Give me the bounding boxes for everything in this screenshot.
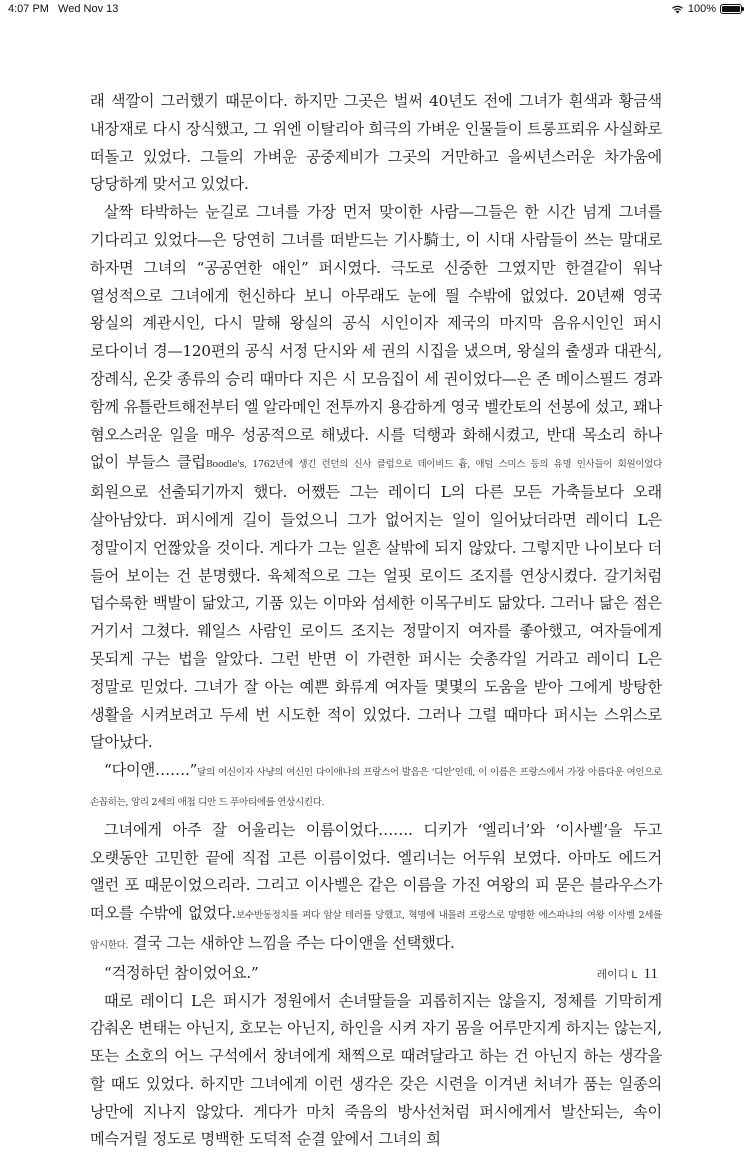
page-number: 11	[644, 966, 658, 983]
paragraph-text-continued: 결국 그는 새하얀 느낌을 주는 다이앤을 선택했다.	[128, 934, 454, 952]
page-footer	[596, 966, 658, 983]
status-bar	[0, 0, 750, 22]
paragraph-3	[90, 757, 662, 817]
status-left	[8, 3, 124, 15]
battery-fill	[722, 6, 740, 12]
paragraph-2	[90, 199, 662, 757]
paragraph-text: 래 색깔이 그러했기 때문이다. 하지만 그곳은 벌써 40년도 전에 그녀가 흰색과 황금색 내장재로 다시 장식했고, 그 위엔 이탈리아 희극의 가벼운 인물들이 트롱프뢰유 사실화로 떠돌고 있었다. 그들의 가벼운 공중제비가 그곳의 거만하고 을씨년스러운 차가움에 당당하게 맞서고 있었다.	[90, 92, 662, 193]
translator-note: Boodle's, 1762년에 생긴 런던의 신사 클럽으로 데이비드 흄, 애덤 스미스 등의 유명 인사들이 회원이었다	[206, 459, 662, 470]
paragraph-text: “다이앤…….”	[104, 761, 197, 779]
paragraph-text: 때로 레이디 L은 퍼시가 정원에서 손녀딸들을 괴롭히지는 않을지, 정체를 기막히게 감춰온 변태는 아닌지, 호모는 아닌지, 하인을 시켜 자기 몸을 어루만지게 하지는 않는지, 또는 소호의 어느 구석에서 창녀에게 채찍으로 때려달라고 하는 건 아닌지 하는 생각을 할 때도 있었다. 하지만 그녀에게 이런 생각은 갖은 시련을 이겨낸 처녀가 품는 일종의 낭만에 지나지 않았다. 게다가 마치 죽음의 방사선처럼 퍼시에게서 발산되는, 속이 메슥거릴 정도로 명백한 도덕적 순결 앞에서 그녀의 희	[90, 992, 662, 1149]
paragraph-1	[90, 88, 662, 199]
paragraph-4	[90, 817, 662, 960]
status-date: Wed Nov 13	[58, 3, 118, 15]
paragraph-6	[90, 988, 662, 1154]
book-page[interactable]	[90, 88, 662, 1154]
battery-percent: 100%	[688, 3, 716, 15]
battery-icon	[720, 4, 742, 14]
paragraph-text: “걱정하던 참이었어요.”	[104, 964, 259, 982]
paragraph-text: 살짝 타박하는 눈길로 그녀를 가장 먼저 맞이한 사람—그들은 한 시간 넘게 그녀를 기다리고 있었다—은 당연히 그녀를 떠받드는 기사騎士, 이 시대 사람들이 쓰는 말대로 하자면 그녀의 “공공연한 애인” 퍼시였다. 극도로 신중한 그였지만 한결같이 워낙 열성적으로 그녀에게 헌신하다 보니 아무래도 눈에 띌 수밖에 없었다. 20년째 영국 왕실의 계관시인, 다시 말해 왕실의 공식 시인이자 제국의 마지막 음유시인인 퍼시 로다이너 경—120편의 공식 서정 단시와 세 권의 시집을 냈으며, 왕실의 출생과 대관식, 장례식, 온갖 종류의 승리 때마다 지은 시 모음집이 세 권이었다—은 존 메이스필드 경과 함께 유틀란트해전부터 엘 알라메인 전투까지 용감하게 영국 벨칸토의 선봉에 섰고, 꽤나 혐오스러운 일을 매우 성공적으로 해냈다. 시를 덕행과 화해시켰고, 반대 목소리 하나 없이 부들스 클럽	[90, 203, 662, 471]
paragraph-text: 그녀에게 아주 잘 어울리는 이름이었다……. 디키가 ‘엘리너’와 ‘이사벨’을 두고 오랫동안 고민한 끝에 직접 고른 이름이었다. 엘리너는 어두워 보였다. 아마도 에드거 앨런 포 때문이었으리라. 그리고 이사벨은 같은 이름을 가진 여왕의 피 묻은 블라우스가 떠오를 수밖에 없었다.	[90, 821, 662, 922]
paragraph-5	[90, 960, 662, 988]
paragraph-text-continued: 회원으로 선출되기까지 했다. 어쨌든 그는 레이디 L의 다른 모든 가축들보다 오래 살아남았다. 퍼시에게 길이 들었으니 그가 없어지는 일이 일어났더라면 레이디 L은 정말이지 언짢았을 것이다. 게다가 그는 일흔 살밖에 되지 않았다. 그렇지만 나이보다 더 들어 보이는 건 분명했다. 육체적으로 그는 얼핏 로이드 조지를 연상시켰다. 갈기처럼 덥수룩한 백발이 닮았고, 기품 있는 이마와 섬세한 이목구비도 닮았다. 그러나 닮은 점은 거기서 그쳤다. 웨일스 사람인 로이드 조지는 정말이지 여자를 좋아했고, 여자들에게 못되게 구는 법을 알았다. 그런 반면 이 가련한 퍼시는 숫총각일 거라고 레이디 L은 정말로 믿었다. 그녀가 잘 아는 예쁜 화류계 여자들 몇몇의 도움을 받아 그에게 방탕한 생활을 시켜보려고 두세 번 시도한 적이 있었다. 그러나 그럴 때마다 퍼시는 스위스로 달아났다.	[90, 483, 662, 751]
running-title: 레이디 L	[596, 966, 637, 982]
status-right	[671, 3, 742, 15]
translator-note: 보수반동정치를 펴다 암살 테러를 당했고, 혁명에 내몰려 프랑스로 망명한 에스파냐의 여왕 이사벨 2세를 암시한다.	[90, 910, 662, 951]
status-time: 4:07 PM	[8, 3, 49, 15]
wifi-icon	[671, 4, 684, 14]
translator-note: 달의 여신이자 사냥의 여신인 다이애나의 프랑스어 발음은 ‘디안’인데, 이 이름은 프랑스에서 가장 아름다운 여인으로 손꼽히는, 앙리 2세의 애첩 디안 드 푸아티에를 연상시킨다.	[90, 767, 662, 808]
